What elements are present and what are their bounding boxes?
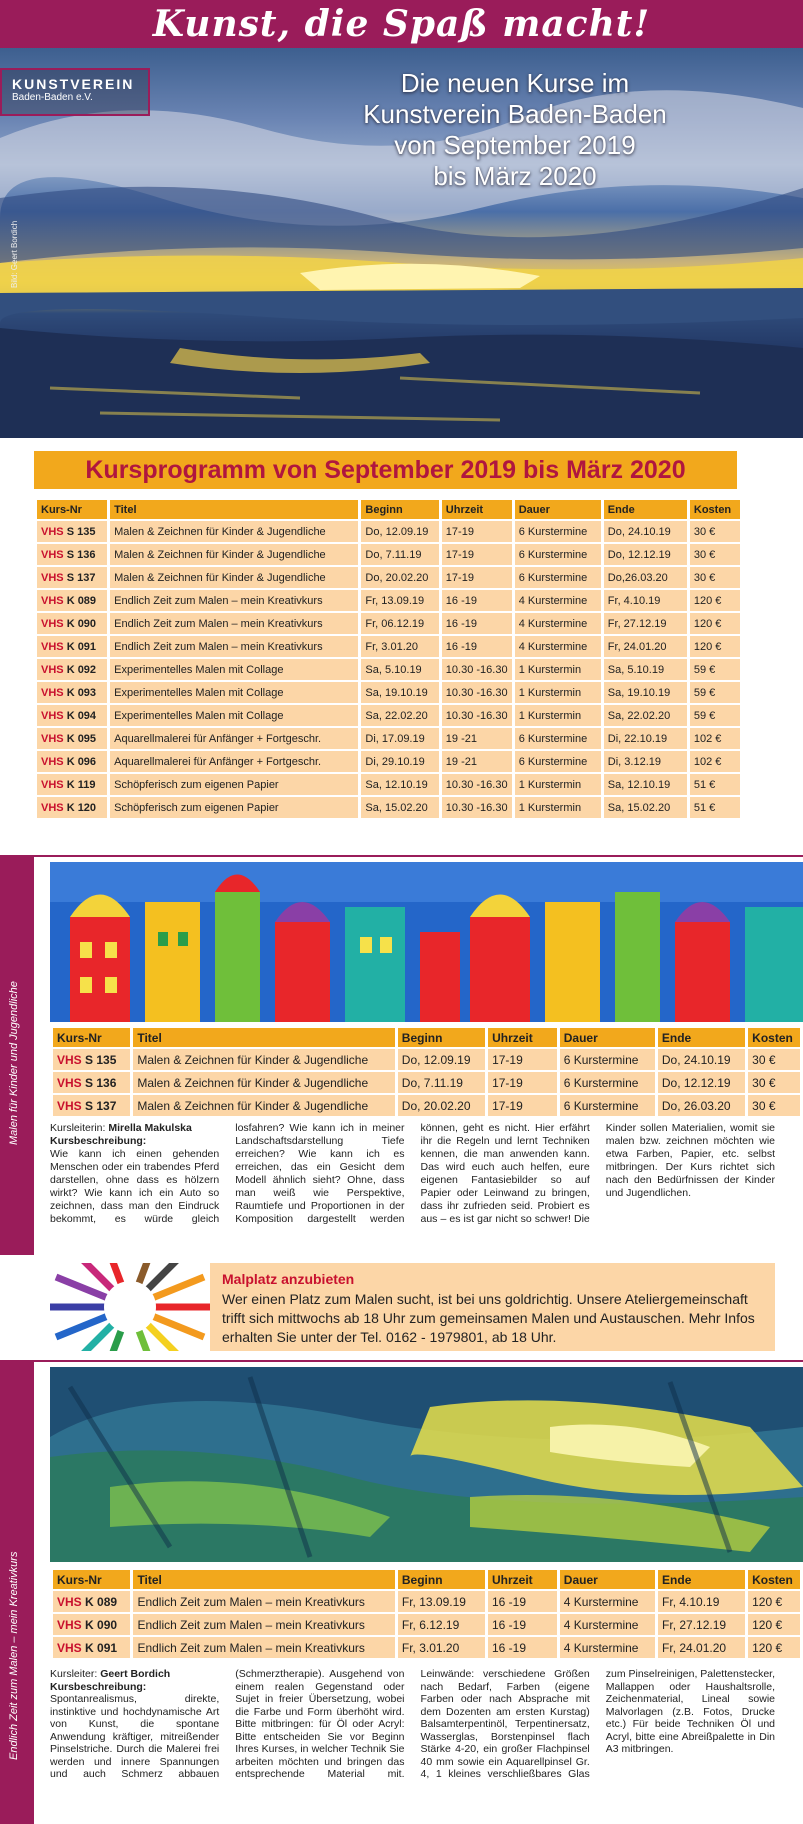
cell-kosten: 30 € [748, 1072, 800, 1093]
table-row [53, 1072, 800, 1093]
cell-kosten: 30 € [690, 567, 740, 588]
cell-uhrzeit: 10.30 -16.30 [442, 659, 512, 680]
cell-kursnr [53, 1072, 130, 1093]
hero-title-line: Kunstverein Baden-Baden [363, 99, 667, 129]
kursnr-number: K 096 [66, 755, 97, 768]
table-row [37, 613, 740, 634]
cell-kosten: 59 € [690, 682, 740, 703]
kursnr-number: S 137 [66, 571, 96, 584]
cell-kursnr [53, 1637, 130, 1658]
adults-sidebar [0, 1360, 34, 1824]
cell-dauer: 4 Kurstermine [560, 1591, 655, 1612]
kursnr-number: K 091 [85, 1640, 118, 1655]
hero-painting [0, 48, 803, 438]
table-row [37, 705, 740, 726]
cell-titel: Experimentelles Malen mit Collage [110, 659, 358, 680]
cell-uhrzeit: 16 -19 [488, 1637, 557, 1658]
kids-teacher-label: Kursleiterin: [50, 1122, 106, 1134]
cell-kursnr [37, 544, 107, 565]
cell-titel: Malen & Zeichnen für Kinder & Jugendliche [110, 544, 358, 565]
cell-uhrzeit: 16 -19 [442, 613, 512, 634]
kids-desc-text: Wie kann ich einen gehenden Menschen oder ein trabendes Pferd darstellen, ohne dass es hölzern wirkt? Wie kann ich ein Auto so zeichnen, dass man den Eindruck bekommt, es würde gleich losfahren? Wie kann ich in meiner Landschaftsdarstellung Tiefe erreichen? Wie kann ich es erreichen, das ein Gesicht dem Modell ähnlich sieht? Ohne, dass man weiß wie Perspektive, Raumtiefe und Proportionen in der Komposition dargestellt werden können, geht es nicht. Hier erfährt ihr die Regeln und lernt Techniken kennen, die man anwenden kann. Das wird euch auch helfen, eure eigenen Fantasiebilder so auf Papier oder Leinwand zu bringen, dass ihr zufrieden seid. Probiert es aus – es ist gar nicht so schwer! Die Kinder sollen Materialien, womit sie malen bzw. zeichnen möchten wie etwa Farben, Papier, etc. selbst mitbringen. Der Kurs richtet sich nach den Bedürfnissen der Kinder und Jugendlichen. [50, 1122, 775, 1225]
cell-beginn: Di, 17.09.19 [361, 728, 438, 749]
cell-kosten: 120 € [690, 613, 740, 634]
cell-ende: Do, 24.10.19 [604, 521, 687, 542]
kursnr-number: K 120 [66, 801, 97, 814]
cell-kosten: 30 € [748, 1095, 800, 1116]
cell-titel: Schöpferisch zum eigenen Papier [110, 797, 358, 818]
cell-beginn: Fr, 06.12.19 [361, 613, 438, 634]
kursnr-prefix: VHS [41, 571, 64, 584]
table-row [37, 751, 740, 772]
program-title: Kursprogramm von September 2019 bis März 2020 [34, 451, 737, 489]
cell-beginn: Di, 29.10.19 [361, 751, 438, 772]
cell-uhrzeit: 17-19 [442, 567, 512, 588]
cell-dauer: 1 Kurstermin [515, 682, 601, 703]
cell-kursnr [37, 613, 107, 634]
table-header-row [53, 1570, 800, 1589]
cell-uhrzeit: 19 -21 [442, 728, 512, 749]
cell-ende: Fr, 4.10.19 [658, 1591, 745, 1612]
header-banner [0, 0, 803, 48]
cell-uhrzeit: 17-19 [488, 1095, 557, 1116]
col-beginn: Beginn [361, 500, 438, 519]
cell-ende: Sa, 12.10.19 [604, 774, 687, 795]
cell-dauer: 6 Kurstermine [515, 521, 601, 542]
cell-kursnr [37, 797, 107, 818]
table-row [53, 1637, 800, 1658]
cell-dauer: 6 Kurstermine [515, 544, 601, 565]
cell-kosten: 102 € [690, 728, 740, 749]
cell-beginn: Sa, 22.02.20 [361, 705, 438, 726]
hero-title [330, 68, 700, 192]
hero-title-line: von September 2019 [394, 130, 636, 160]
logo-location: Baden-Baden e.V. [12, 92, 93, 103]
col-beginn: Beginn [398, 1028, 485, 1047]
cell-beginn: Sa, 15.02.20 [361, 797, 438, 818]
program-table [34, 498, 743, 820]
cell-kursnr [53, 1614, 130, 1635]
colored-pencils-image [50, 1263, 210, 1351]
cell-uhrzeit: 16 -19 [442, 590, 512, 611]
kursnr-number: K 095 [66, 732, 97, 745]
col-kosten: Kosten [748, 1028, 800, 1047]
cell-ende: Do,26.03.20 [604, 567, 687, 588]
col-dauer: Dauer [515, 500, 601, 519]
adults-description [50, 1668, 775, 1822]
col-uhrzeit: Uhrzeit [488, 1570, 557, 1589]
adults-artwork [50, 1367, 803, 1562]
cell-kosten: 120 € [690, 590, 740, 611]
cell-kosten: 120 € [748, 1637, 800, 1658]
hero-title-line: Die neuen Kurse im [400, 68, 630, 98]
cell-titel: Malen & Zeichnen für Kinder & Jugendliche [133, 1095, 394, 1116]
hero-title-line: bis März 2020 [433, 161, 597, 191]
kursnr-prefix: VHS [41, 617, 64, 630]
cell-dauer: 6 Kurstermine [515, 751, 601, 772]
cell-dauer: 1 Kurstermin [515, 774, 601, 795]
kursnr-prefix: VHS [41, 801, 64, 814]
col-titel: Titel [110, 500, 358, 519]
cell-titel: Endlich Zeit zum Malen – mein Kreativkurs [110, 590, 358, 611]
kursnr-number: K 119 [66, 778, 96, 791]
cell-beginn: Fr, 13.09.19 [361, 590, 438, 611]
cell-uhrzeit: 17-19 [488, 1072, 557, 1093]
cell-beginn: Fr, 13.09.19 [398, 1591, 485, 1612]
cell-uhrzeit: 19 -21 [442, 751, 512, 772]
cell-ende: Do, 24.10.19 [658, 1049, 745, 1070]
cell-beginn: Sa, 19.10.19 [361, 682, 438, 703]
cell-ende: Di, 22.10.19 [604, 728, 687, 749]
cell-ende: Fr, 27.12.19 [604, 613, 687, 634]
table-row [37, 774, 740, 795]
kids-sidebar [0, 855, 34, 1255]
col-ende: Ende [604, 500, 687, 519]
kursnr-prefix: VHS [41, 755, 64, 768]
cell-kosten: 30 € [690, 544, 740, 565]
cell-kosten: 59 € [690, 705, 740, 726]
kursnr-number: S 136 [85, 1075, 117, 1090]
cell-titel: Aquarellmalerei für Anfänger + Fortgeschr. [110, 751, 358, 772]
cell-uhrzeit: 17-19 [488, 1049, 557, 1070]
kursnr-prefix: VHS [41, 525, 64, 538]
cell-uhrzeit: 10.30 -16.30 [442, 774, 512, 795]
cell-kursnr [37, 567, 107, 588]
kursnr-number: K 090 [66, 617, 97, 630]
adults-frame-line [34, 1360, 803, 1362]
cell-titel: Malen & Zeichnen für Kinder & Jugendliche [110, 567, 358, 588]
adults-table [50, 1568, 803, 1660]
col-kursnr: Kurs-Nr [53, 1570, 130, 1589]
kursnr-prefix: VHS [41, 686, 64, 699]
table-row [37, 521, 740, 542]
kids-sidebar-label: Malen für Kinder und Jugendliche [8, 981, 20, 1145]
cell-kosten: 30 € [748, 1049, 800, 1070]
malplatz-notice [50, 1263, 775, 1351]
logo-name: KUNSTVEREIN [12, 76, 135, 92]
kursnr-number: S 135 [66, 525, 96, 538]
col-kursnr: Kurs-Nr [53, 1028, 130, 1047]
cell-beginn: Fr, 6.12.19 [398, 1614, 485, 1635]
cell-uhrzeit: 16 -19 [488, 1614, 557, 1635]
kursnr-number: S 136 [66, 548, 96, 561]
cell-dauer: 6 Kurstermine [515, 567, 601, 588]
cell-kursnr [53, 1095, 130, 1116]
cell-kosten: 120 € [748, 1614, 800, 1635]
cell-ende: Do, 12.12.19 [604, 544, 687, 565]
cell-dauer: 1 Kurstermin [515, 705, 601, 726]
col-beginn: Beginn [398, 1570, 485, 1589]
table-row [53, 1591, 800, 1612]
cell-ende: Do, 26.03.20 [658, 1095, 745, 1116]
col-ende: Ende [658, 1570, 745, 1589]
kursnr-prefix: VHS [57, 1617, 82, 1632]
col-ende: Ende [658, 1028, 745, 1047]
kursnr-prefix: VHS [41, 732, 64, 745]
cell-dauer: 1 Kurstermin [515, 659, 601, 680]
kursnr-prefix: VHS [57, 1594, 82, 1609]
table-row [37, 659, 740, 680]
cell-dauer: 6 Kurstermine [560, 1049, 655, 1070]
col-uhrzeit: Uhrzeit [488, 1028, 557, 1047]
notice-heading: Malplatz anzubieten [222, 1271, 355, 1287]
cell-titel: Malen & Zeichnen für Kinder & Jugendliche [133, 1049, 394, 1070]
cell-kursnr [37, 521, 107, 542]
table-row [37, 544, 740, 565]
cell-beginn: Do, 7.11.19 [398, 1072, 485, 1093]
kids-table [50, 1026, 803, 1118]
kursnr-number: K 094 [66, 709, 97, 722]
table-row [37, 797, 740, 818]
col-kursnr: Kurs-Nr [37, 500, 107, 519]
table-header-row [37, 500, 740, 519]
cell-ende: Sa, 15.02.20 [604, 797, 687, 818]
kursnr-number: K 090 [85, 1617, 118, 1632]
table-row [37, 682, 740, 703]
cell-titel: Schöpferisch zum eigenen Papier [110, 774, 358, 795]
cell-beginn: Do, 7.11.19 [361, 544, 438, 565]
kursnr-number: K 089 [66, 594, 97, 607]
cell-ende: Di, 3.12.19 [604, 751, 687, 772]
cell-titel: Endlich Zeit zum Malen – mein Kreativkurs [110, 636, 358, 657]
cell-ende: Fr, 24.01.20 [658, 1637, 745, 1658]
kursnr-number: S 135 [85, 1052, 117, 1067]
kunstverein-logo [0, 68, 150, 116]
kursnr-prefix: VHS [41, 640, 64, 653]
cell-titel: Endlich Zeit zum Malen – mein Kreativkurs [133, 1637, 394, 1658]
cell-ende: Sa, 19.10.19 [604, 682, 687, 703]
adults-desc-text: Spontanrealismus, direkte, instinktive und hochdynamische Art von Kunst, die spontane Anwendung kräftiger, mitreißender Pinselstriche. Durch die Malerei frei werden und innere Spannungen und auch Schmerz abbauen (Schmerztherapie). Ausgehend von einem realen Gegenstand oder Sujet in freier Übersetzung, wobei die Farbe und Form überhöht wird. Bitte mitbringen: für Öl oder Acryl: Bitte entscheiden Sie vor Beginn Ihres Kurses, in welcher Technik Sie arbeiten möchten und bringen das entsprechende Material mit. Leinwände: verschiedene Größen nach Bedarf, Farben (eigene Farben oder nach Absprache mit dem Dozenten am ersten Kurstag) Balsamterpentinöl, Terpentinersatz, Wasserglas, Borstenpinsel flach Stärke 4-20, ein großer Flachpinsel 40 mm sowie ein Aquarellpinsel Gr. 4, 1 kleines verschließbares Glas zum Pinselreinigen, Palettenstecker, Mallappen oder Haushaltsrolle, Zeichenmaterial, Lineal sowie Malvorlagen (z.B. Fotos, Drucke etc.) Für beide Techniken Öl und Acryl, bitte eine Abreißpalette in Din A3 mitbringen. [50, 1668, 776, 1780]
cell-beginn: Fr, 3.01.20 [361, 636, 438, 657]
cell-kursnr [37, 682, 107, 703]
kursnr-prefix: VHS [57, 1640, 82, 1655]
cell-dauer: 6 Kurstermine [515, 728, 601, 749]
kursnr-number: K 091 [66, 640, 97, 653]
kursnr-prefix: VHS [57, 1098, 82, 1113]
col-dauer: Dauer [560, 1570, 655, 1589]
cell-kosten: 120 € [690, 636, 740, 657]
table-row [53, 1614, 800, 1635]
kids-desc-label: Kursbeschreibung: [50, 1135, 147, 1147]
cell-uhrzeit: 17-19 [442, 521, 512, 542]
image-credit: Bild: Geert Bordich [10, 220, 19, 288]
kids-teacher-name: Mirella Makulska [108, 1122, 192, 1134]
table-row [53, 1095, 800, 1116]
cell-ende: Fr, 27.12.19 [658, 1614, 745, 1635]
cell-kosten: 102 € [690, 751, 740, 772]
kursnr-prefix: VHS [57, 1075, 82, 1090]
cell-uhrzeit: 10.30 -16.30 [442, 797, 512, 818]
cell-kursnr [53, 1049, 130, 1070]
kursnr-number: K 093 [66, 686, 97, 699]
adults-desc-label: Kursbeschreibung: [50, 1680, 147, 1693]
adults-teacher-label: Kursleiter: [50, 1668, 98, 1680]
cell-kosten: 59 € [690, 659, 740, 680]
table-row [37, 590, 740, 611]
cell-kursnr [37, 636, 107, 657]
cell-beginn: Do, 12.09.19 [398, 1049, 485, 1070]
kursnr-prefix: VHS [41, 663, 64, 676]
notice-body: Wer einen Platz zum Malen sucht, ist bei uns goldrichtig. Unsere Ateliergemeinschaft trifft sich mittwochs ab 18 Uhr zum gemeinsamen Malen und Austauschen. Mehr Infos erhalten Sie unter der Tel. 0162 - 1979801, ab 18 Uhr. [222, 1291, 755, 1345]
kursnr-prefix: VHS [41, 548, 64, 561]
col-uhrzeit: Uhrzeit [442, 500, 512, 519]
table-row [37, 567, 740, 588]
cell-dauer: 4 Kurstermine [515, 613, 601, 634]
col-titel: Titel [133, 1570, 394, 1589]
abstract-landscape-art [50, 1367, 803, 1562]
cell-titel: Aquarellmalerei für Anfänger + Fortgeschr. [110, 728, 358, 749]
cell-beginn: Sa, 5.10.19 [361, 659, 438, 680]
cell-titel: Malen & Zeichnen für Kinder & Jugendliche [110, 521, 358, 542]
table-header-row [53, 1028, 800, 1047]
cell-titel: Experimentelles Malen mit Collage [110, 682, 358, 703]
cell-ende: Fr, 4.10.19 [604, 590, 687, 611]
col-kosten: Kosten [748, 1570, 800, 1589]
cell-uhrzeit: 10.30 -16.30 [442, 705, 512, 726]
kursnr-number: K 092 [66, 663, 97, 676]
adults-teacher-name: Geert Bordich [100, 1668, 171, 1680]
cell-titel: Endlich Zeit zum Malen – mein Kreativkurs [133, 1614, 394, 1635]
cell-uhrzeit: 16 -19 [442, 636, 512, 657]
cell-beginn: Do, 20.02.20 [361, 567, 438, 588]
kids-artwork [50, 862, 803, 1022]
kids-description [50, 1122, 775, 1257]
kursnr-number: S 137 [85, 1098, 117, 1113]
colorful-houses-art [50, 862, 803, 1022]
cell-dauer: 4 Kurstermine [515, 636, 601, 657]
cell-titel: Endlich Zeit zum Malen – mein Kreativkurs [133, 1591, 394, 1612]
cell-ende: Sa, 22.02.20 [604, 705, 687, 726]
cell-beginn: Fr, 3.01.20 [398, 1637, 485, 1658]
kursnr-prefix: VHS [57, 1052, 82, 1067]
cell-dauer: 6 Kurstermine [560, 1095, 655, 1116]
cell-uhrzeit: 17-19 [442, 544, 512, 565]
table-row [37, 728, 740, 749]
cell-kursnr [53, 1591, 130, 1612]
kursnr-number: K 089 [85, 1594, 118, 1609]
cell-kursnr [37, 728, 107, 749]
col-kosten: Kosten [690, 500, 740, 519]
cell-dauer: 1 Kurstermin [515, 797, 601, 818]
cell-ende: Do, 12.12.19 [658, 1072, 745, 1093]
kursnr-prefix: VHS [41, 778, 64, 791]
cell-ende: Sa, 5.10.19 [604, 659, 687, 680]
cell-uhrzeit: 16 -19 [488, 1591, 557, 1612]
cell-dauer: 6 Kurstermine [560, 1072, 655, 1093]
cell-kosten: 51 € [690, 797, 740, 818]
adults-sidebar-label: Endlich Zeit zum Malen – mein Kreativkurs [8, 1551, 20, 1760]
table-row [53, 1049, 800, 1070]
cell-beginn: Sa, 12.10.19 [361, 774, 438, 795]
cell-uhrzeit: 10.30 -16.30 [442, 682, 512, 703]
kids-frame-line [34, 855, 803, 857]
col-titel: Titel [133, 1028, 394, 1047]
cell-kosten: 120 € [748, 1591, 800, 1612]
cell-ende: Fr, 24.01.20 [604, 636, 687, 657]
kursnr-prefix: VHS [41, 709, 64, 722]
col-dauer: Dauer [560, 1028, 655, 1047]
cell-dauer: 4 Kurstermine [515, 590, 601, 611]
table-row [37, 636, 740, 657]
cell-dauer: 4 Kurstermine [560, 1637, 655, 1658]
cell-kursnr [37, 590, 107, 611]
pencil-circle-art [50, 1263, 210, 1351]
cell-titel: Endlich Zeit zum Malen – mein Kreativkurs [110, 613, 358, 634]
cell-kursnr [37, 751, 107, 772]
cell-dauer: 4 Kurstermine [560, 1614, 655, 1635]
cell-kosten: 51 € [690, 774, 740, 795]
cell-kosten: 30 € [690, 521, 740, 542]
cell-titel: Malen & Zeichnen für Kinder & Jugendliche [133, 1072, 394, 1093]
kursnr-prefix: VHS [41, 594, 64, 607]
cell-beginn: Do, 12.09.19 [361, 521, 438, 542]
cell-titel: Experimentelles Malen mit Collage [110, 705, 358, 726]
cell-beginn: Do, 20.02.20 [398, 1095, 485, 1116]
cell-kursnr [37, 705, 107, 726]
cell-kursnr [37, 774, 107, 795]
banner-title: Kunst, die Spaß macht! [152, 3, 651, 45]
cell-kursnr [37, 659, 107, 680]
